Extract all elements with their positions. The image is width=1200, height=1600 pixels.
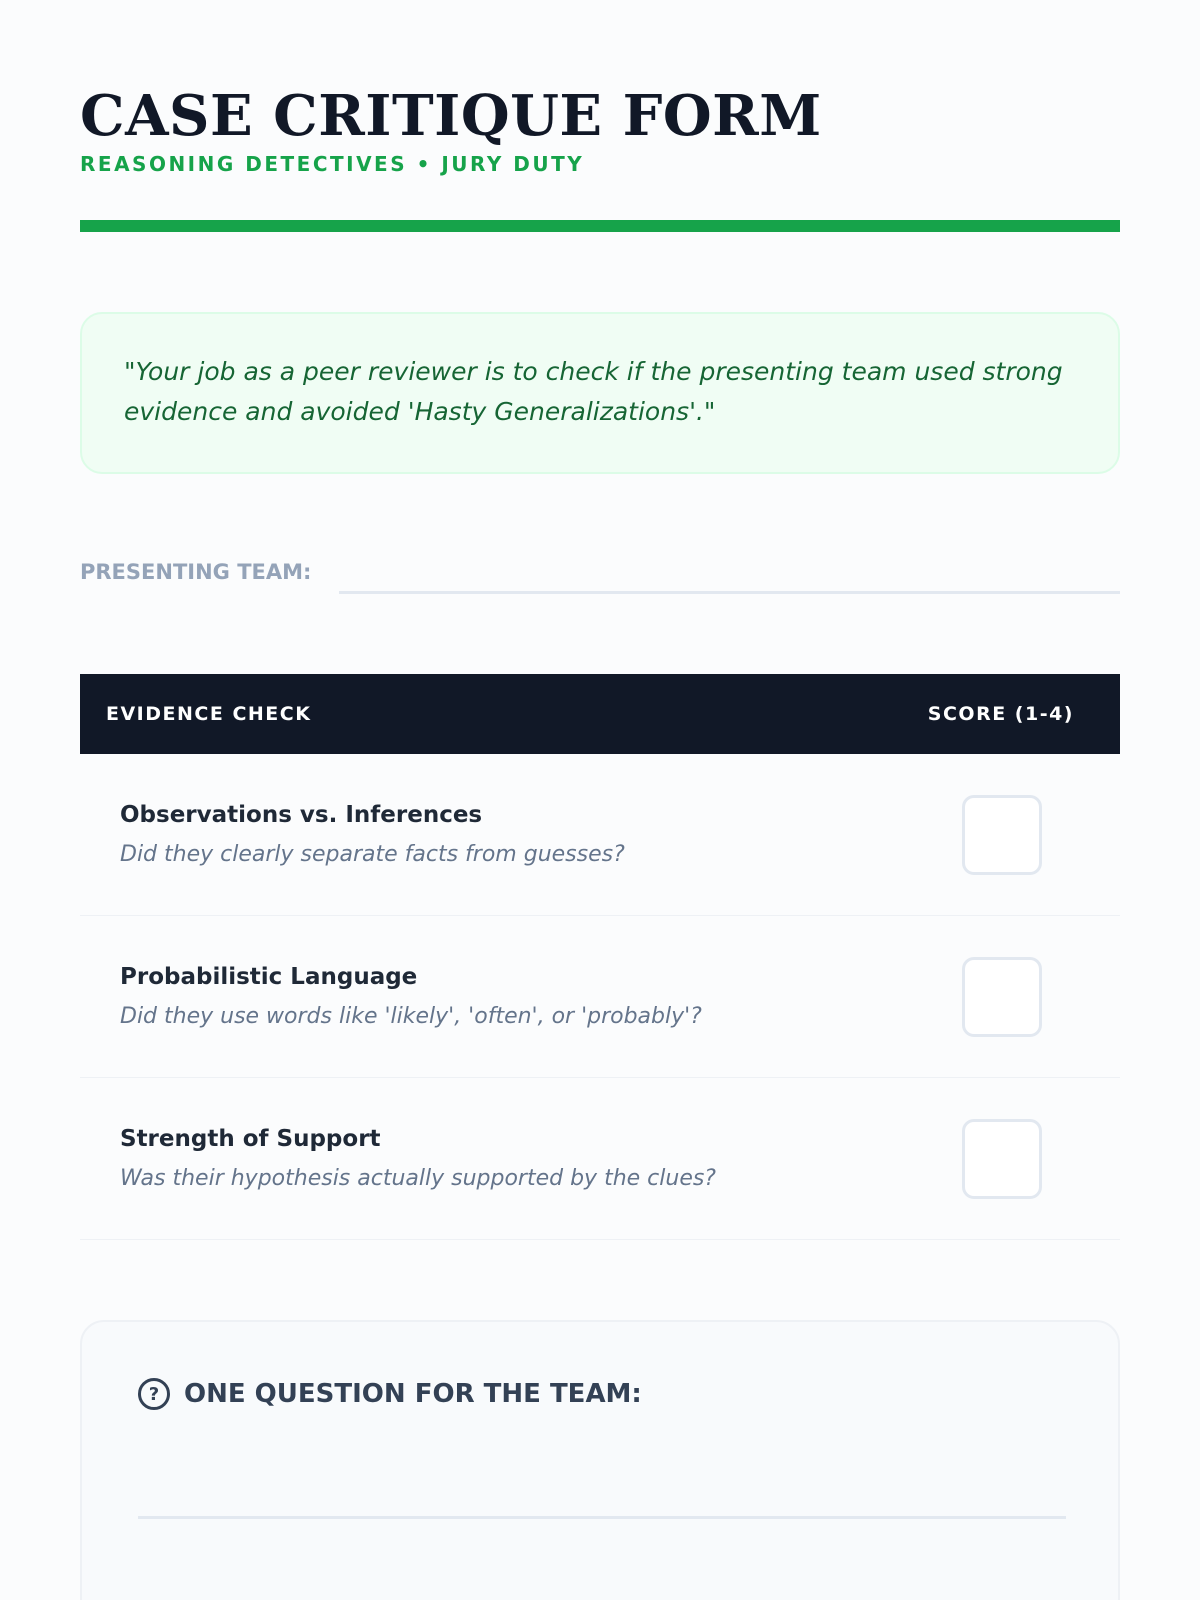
header-evidence-check: EVIDENCE CHECK (106, 703, 312, 725)
presenting-team-label: PRESENTING TEAM: (80, 560, 312, 584)
header-divider (80, 220, 1120, 232)
presenting-team-input[interactable] (339, 556, 1120, 594)
question-circle-icon: ? (138, 1378, 170, 1410)
row-text (120, 1124, 716, 1194)
row-title: Observations vs. Inferences (120, 801, 483, 828)
team-question-card (80, 1320, 1120, 1600)
row-text (120, 962, 702, 1032)
row-text (120, 800, 625, 870)
score-input-box[interactable] (962, 957, 1042, 1037)
row-title: Probabilistic Language (120, 963, 418, 990)
question-answer-line[interactable] (138, 1516, 1066, 1519)
header-score: SCORE (1-4) (927, 703, 1074, 725)
question-heading (138, 1378, 1062, 1410)
table-row (80, 754, 1120, 916)
row-description: Was their hypothesis actually supported by the clues? (120, 1165, 716, 1191)
evidence-table (80, 674, 1120, 1240)
row-title: Strength of Support (120, 1125, 381, 1152)
form-header (80, 0, 1120, 176)
table-header (80, 674, 1120, 754)
score-input-box[interactable] (962, 795, 1042, 875)
instruction-quote: "Your job as a peer reviewer is to check if the presenting team used strong evidence and avoided 'Hasty Generalizations'." (80, 312, 1120, 474)
page-subtitle: REASONING DETECTIVES • JURY DUTY (80, 152, 585, 176)
row-description: Did they clearly separate facts from guesses? (120, 841, 625, 867)
question-label: ONE QUESTION FOR THE TEAM: (184, 1379, 642, 1409)
page-title: CASE CRITIQUE FORM (80, 83, 822, 149)
score-input-box[interactable] (962, 1119, 1042, 1199)
presenting-team-row (80, 554, 1120, 594)
table-row (80, 1078, 1120, 1240)
row-description: Did they use words like 'likely', 'often', or 'probably'? (120, 1003, 702, 1029)
table-row (80, 916, 1120, 1078)
